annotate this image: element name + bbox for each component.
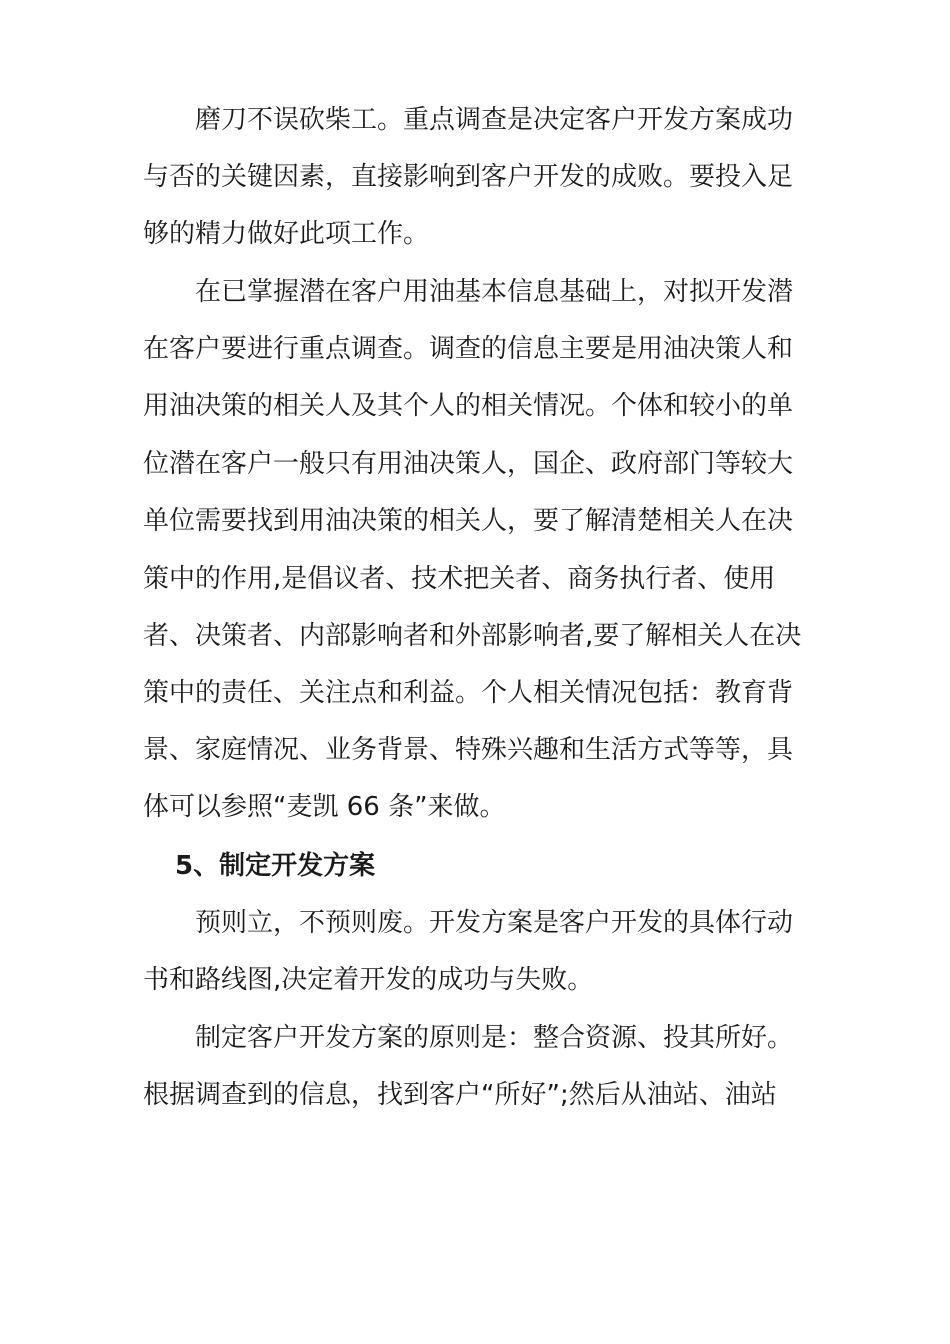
paragraph-2-line-8: 策中的责任、关注点和利益。个人相关情况包括：教育背 [143,678,794,708]
paragraph-2-line-10: 体可以参照“麦凯 66 条”来做。 [143,792,506,822]
paragraph-4-line-2: 根据调查到的信息，找到客户“所好”;然后从油站、油站 [143,1080,777,1110]
document-body [143,0,802,1344]
paragraph-3-line-2: 书和路线图,决定着开发的成功与失败。 [143,965,594,995]
paragraph-2-line-7: 者、决策者、内部影响者和外部影响者,要了解相关人在决 [143,621,802,651]
paragraph-1-line-2: 与否的关键因素，直接影响到客户开发的成败。要投入足 [143,162,794,192]
paragraph-2-line-9: 景、家庭情况、业务背景、特殊兴趣和生活方式等等，具 [143,735,794,765]
paragraph-3-line-1: 预则立，不预则废。开发方案是客户开发的具体行动 [195,908,794,938]
section-heading: 5、制定开发方案 [175,851,376,881]
paragraph-2-line-6: 策中的作用,是倡议者、技术把关者、商务执行者、使用 [143,564,776,594]
paragraph-2-line-3: 用油决策的相关人及其个人的相关情况。个体和较小的单 [143,391,794,421]
paragraph-1-line-1: 磨刀不误砍柴工。重点调查是决定客户开发方案成功 [195,105,794,135]
paragraph-2-line-2: 在客户要进行重点调查。调查的信息主要是用油决策人和 [143,334,794,364]
paragraph-2-line-5: 单位需要找到用油决策的相关人，要了解清楚相关人在决 [143,506,794,536]
paragraph-2-line-4: 位潜在客户一般只有用油决策人，国企、政府部门等较大 [143,449,794,479]
paragraph-4-line-1: 制定客户开发方案的原则是：整合资源、投其所好。 [195,1023,794,1053]
paragraph-2-line-1: 在已掌握潜在客户用油基本信息基础上，对拟开发潜 [195,277,794,307]
paragraph-1-line-3: 够的精力做好此项工作。 [143,219,430,249]
